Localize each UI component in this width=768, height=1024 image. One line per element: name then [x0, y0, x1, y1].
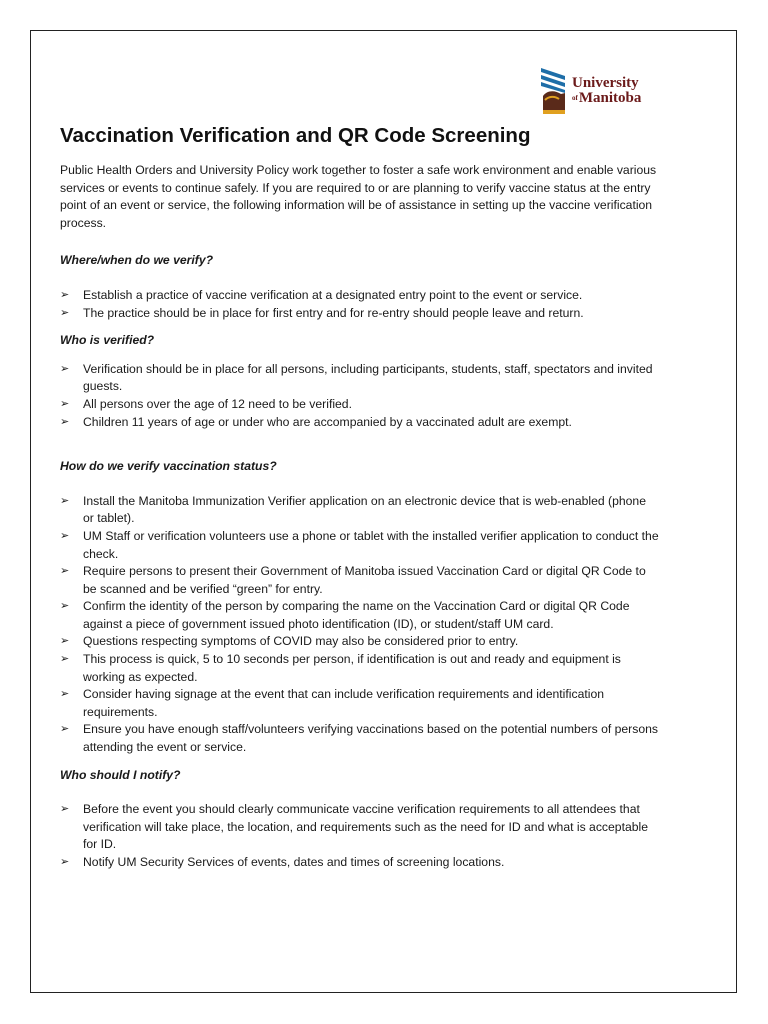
- arrow-bullet-icon: ➢: [60, 565, 70, 578]
- section-heading-where-when: Where/when do we verify?: [60, 253, 214, 268]
- list-item: ➢ UM Staff or verification volunteers use a phone or tablet with the installed verifier application to conduct the check.: [60, 528, 659, 561]
- bullet-list-who-verified: [60, 361, 660, 431]
- list-item: ➢ Establish a practice of vaccine verification at a designated entry point to the event or service.: [60, 287, 660, 305]
- list-item: ➢ All persons over the age of 12 need to be verified.: [60, 396, 660, 414]
- bullet-list-who-notify: [60, 801, 660, 871]
- document-body: [60, 162, 660, 872]
- list-item: ➢ Consider having signage at the event that can include verification requirements and identification requirements.: [60, 687, 604, 719]
- arrow-bullet-icon: ➢: [60, 415, 70, 428]
- list-item: ➢ Verification should be in place for all persons, including participants, students, staff, spectators and invited guests.: [60, 361, 653, 394]
- arrow-bullet-icon: ➢: [60, 529, 70, 542]
- list-item: ➢ Ensure you have enough staff/volunteers verifying vaccinations based on the potential numbers of persons attending the event or service.: [60, 722, 658, 755]
- bullet-list-where-when: [60, 287, 660, 322]
- university-logo: [539, 66, 649, 118]
- university-crest-icon: [539, 66, 569, 116]
- section-heading-who-verified: Who is verified?: [60, 333, 155, 348]
- arrow-bullet-icon: ➢: [60, 397, 70, 410]
- wordmark-line-1: University: [572, 75, 639, 91]
- arrow-bullet-icon: ➢: [60, 723, 70, 736]
- arrow-bullet-icon: ➢: [60, 600, 70, 613]
- arrow-bullet-icon: ➢: [60, 306, 70, 319]
- arrow-bullet-icon: ➢: [60, 653, 70, 666]
- university-wordmark: [572, 76, 641, 106]
- section-heading-how-verify: How do we verify vaccination status?: [60, 459, 277, 474]
- section-heading-who-notify: Who should I notify?: [60, 767, 181, 782]
- wordmark-of: of: [572, 94, 578, 102]
- arrow-bullet-icon: ➢: [60, 288, 70, 301]
- intro-paragraph: Public Health Orders and University Policy work together to foster a safe work environment and enable various services or events to continue safely. If you are required to or are planning to verify vaccine status at the entry point of an event or service, the following information will be of assistance in setting up the vaccine verification process.: [60, 163, 657, 230]
- list-item: ➢ This process is quick, 5 to 10 seconds per person, if identification is out and ready and equipment is working as expected.: [60, 652, 621, 684]
- list-item: ➢ The practice should be in place for first entry and for re-entry should people leave and return.: [60, 305, 660, 323]
- wordmark-line-2: Manitoba: [578, 90, 642, 106]
- arrow-bullet-icon: ➢: [60, 688, 70, 701]
- list-item: ➢ Notify UM Security Services of events, dates and times of screening locations.: [60, 854, 660, 872]
- document-title: Vaccination Verification and QR Code Screening: [60, 124, 531, 147]
- arrow-bullet-icon: ➢: [60, 856, 70, 868]
- list-item: ➢ Children 11 years of age or under who are accompanied by a vaccinated adult are exempt.: [60, 414, 660, 432]
- list-item: ➢ Before the event you should clearly communicate vaccine verification requirements to all attendees that verification will take place, the location, and requirements such as the need for ID and what is acceptable for ID.: [60, 802, 649, 852]
- arrow-bullet-icon: ➢: [60, 362, 70, 375]
- arrow-bullet-icon: ➢: [60, 494, 70, 507]
- list-item: ➢ Install the Manitoba Immunization Verifier application on an electronic device that is web-enabled (phone or tablet).: [60, 493, 646, 526]
- bullet-list-how-verify: [60, 493, 660, 757]
- arrow-bullet-icon: ➢: [60, 803, 70, 816]
- list-item: ➢ Questions respecting symptoms of COVID may also be considered prior to entry.: [60, 633, 660, 651]
- arrow-bullet-icon: ➢: [60, 635, 70, 648]
- list-item: ➢ Require persons to present their Government of Manitoba issued Vaccination Card or digital QR Code to be scanned and be verified “green” for entry.: [60, 564, 646, 596]
- list-item: ➢ Confirm the identity of the person by comparing the name on the Vaccination Card or digital QR Code against a piece of government issued photo identification (ID), or student/staff UM card.: [60, 599, 630, 631]
